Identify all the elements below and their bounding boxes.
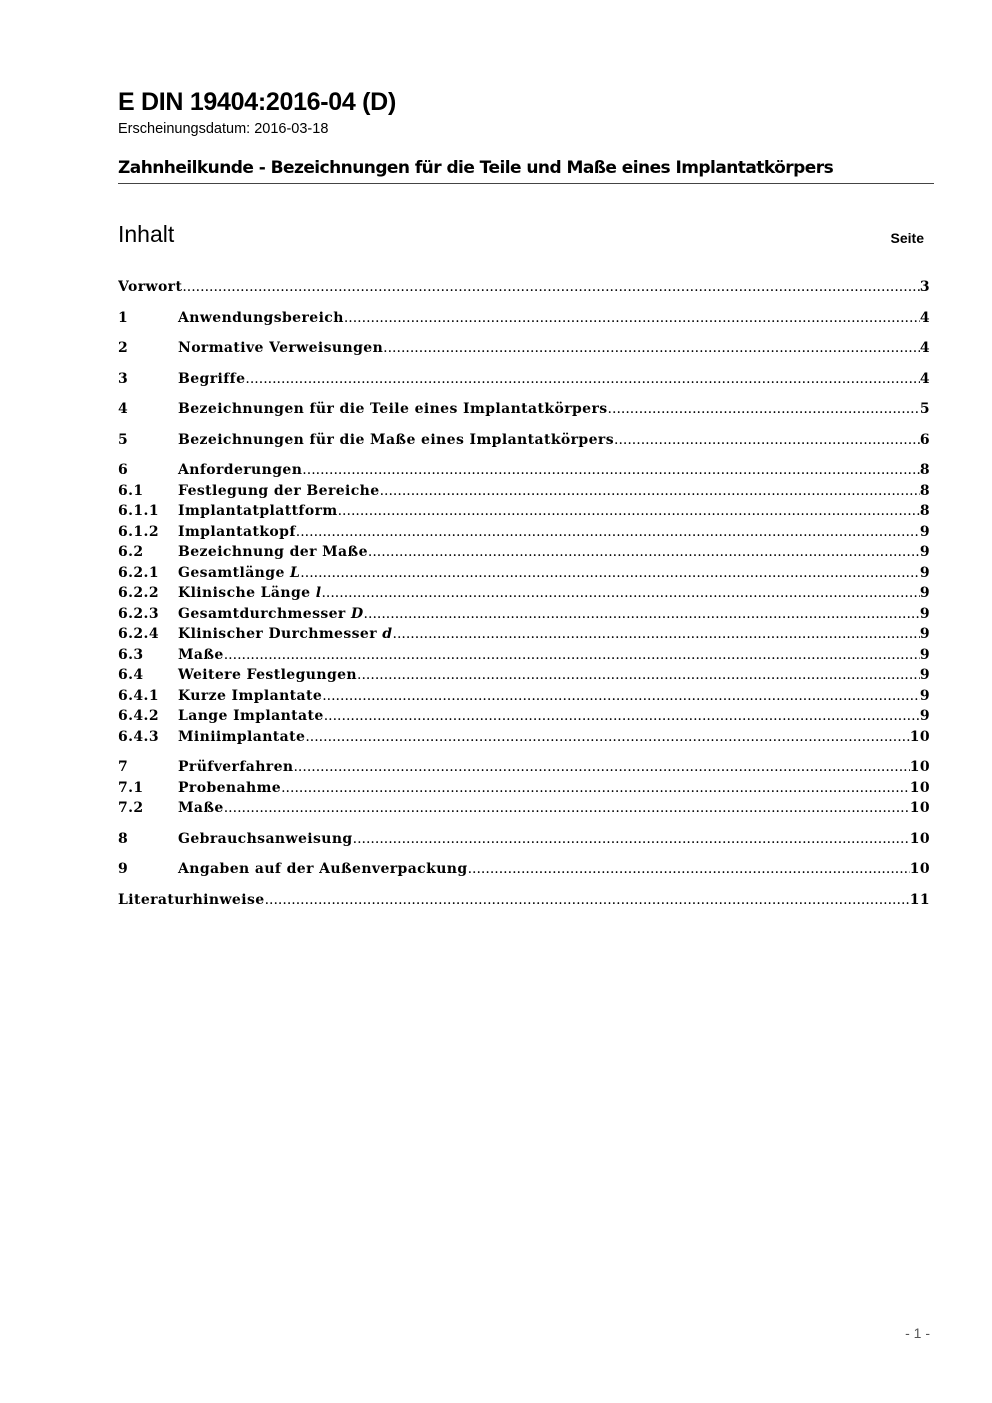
title-divider [118,183,934,184]
toc-entry-page: 9 [919,585,930,601]
toc-entry[interactable] [118,369,930,390]
toc-entry-page: 10 [909,728,930,745]
toc-page-column-label: Seite [890,230,924,246]
toc-entry-title [178,481,380,502]
toc-entry[interactable] [118,501,930,522]
toc-entry-title [178,369,245,390]
toc-entry-title-text: Literaturhinweise [118,891,265,908]
toc-entry-page: 5 [919,401,930,417]
toc-entry-number: 6.2.1 [118,564,159,581]
toc-leader-dots [321,583,919,604]
toc-leader-dots [224,645,920,666]
toc-entry[interactable] [118,604,930,625]
toc-entry-number: 3 [118,370,129,387]
toc-entry[interactable] [118,757,930,778]
toc-leader-dots [322,686,920,707]
toc-entry-number: 6.1.1 [118,503,159,519]
toc-entry-title [178,757,293,778]
toc-entry-title-text: Klinische Länge [178,585,316,601]
toc-entry-page: 9 [919,605,930,622]
toc-entry-number: 6.4.1 [118,687,159,704]
toc-entry-title [178,338,383,359]
toc-entry-title-text: Bezeichnung der Maße [178,544,368,560]
toc-entry[interactable] [118,798,930,819]
toc-entry-number: 6.2.3 [118,605,159,622]
toc-heading: Inhalt [118,221,175,247]
toc-entry-page: 9 [919,626,930,642]
toc-entry[interactable] [118,460,930,481]
toc-leader-dots [393,624,920,645]
toc-entry-page: 10 [909,759,930,775]
toc-entry-page: 9 [919,708,930,724]
toc-entry-title [178,563,300,584]
toc-entry-title-text: Maße [178,646,224,663]
toc-entry-number: 6.3 [118,646,144,663]
toc-entry-page: 9 [919,564,930,581]
toc-entry-title [178,686,322,707]
toc-leader-dots [338,501,920,522]
toc-entry-title [178,399,608,420]
toc-leader-dots [296,522,920,543]
toc-entry[interactable] [118,890,930,911]
toc-leader-dots [364,604,920,625]
toc-entry-number: 6.1.2 [118,523,159,540]
toc-entry[interactable] [118,778,930,799]
toc-entry-title-text: Gesamtlänge [178,564,291,581]
toc-entry[interactable] [118,542,930,563]
toc-entry-title-text: Probenahme [178,779,282,796]
toc-entry-title [178,308,344,329]
toc-entry-title-text: Miniimplantate [178,728,306,745]
toc-entry[interactable] [118,563,930,584]
toc-entry-number: 8 [118,830,129,847]
toc-leader-dots [224,798,910,819]
toc-entry-number: 7.1 [118,779,144,796]
toc-entry-page: 10 [909,861,930,877]
page-number: - 1 - [905,1325,930,1341]
toc-leader-dots [182,277,920,298]
toc-entry[interactable] [118,308,930,329]
toc-entry-title-text: Prüfverfahren [178,759,294,775]
toc-entry-symbol: l [315,585,322,601]
toc-entry-title-text: Gesamtdurchmesser [178,605,351,622]
toc-entry-page: 11 [909,891,930,908]
toc-entry-title [178,583,321,604]
document-title: Zahnheilkunde - Bezeichnungen für die Teile und Maße eines Implantatkörpers [118,158,834,178]
toc-entry-number: 5 [118,431,129,448]
toc-entry-title [178,829,353,850]
toc-entry-title-text: Festlegung der Bereiche [178,482,380,499]
toc-entry-page: 8 [919,462,930,478]
toc-entry-title-text: Angaben auf der Außenverpackung [178,861,468,877]
toc-entry-title [118,890,265,911]
toc-leader-dots [368,542,920,563]
toc-entry-title [178,460,302,481]
toc-entry-page: 9 [919,544,930,560]
toc-entry[interactable] [118,522,930,543]
toc-entry-title [178,501,338,522]
toc-entry-page: 4 [919,309,930,326]
toc-entry[interactable] [118,727,930,748]
toc-entry-page: 9 [919,646,930,663]
toc-entry-number: 7 [118,759,129,775]
toc-entry-title-text: Implantatplattform [178,503,338,519]
toc-entry-number: 6.2.2 [118,585,159,601]
toc-entry[interactable] [118,277,930,298]
toc-leader-dots [344,308,920,329]
toc-entry-title-text: Weitere Festlegungen [178,667,358,683]
toc-leader-dots [305,727,909,748]
toc-entry-title-text: Klinischer Durchmesser [178,626,383,642]
toc-entry-title-text: Anwendungsbereich [178,309,344,326]
toc-entry-title-text: Maße [178,800,224,816]
toc-entry-title-text: Begriffe [178,370,246,387]
toc-entry-title [178,727,305,748]
toc-entry-title-text: Bezeichnungen für die Teile eines Implantatkörpers [178,401,608,417]
toc-entry-page: 4 [919,370,930,387]
toc-entry-page: 9 [919,667,930,683]
toc-entry-title-text: Lange Implantate [178,708,324,724]
toc-leader-dots [245,369,919,390]
toc-entry-title [178,624,393,645]
document-id: E DIN 19404:2016-04 (D) [118,88,396,116]
toc-entry-title [178,542,368,563]
toc-entry[interactable] [118,399,930,420]
toc-entry-page: 10 [909,800,930,816]
toc-entry-page: 8 [919,503,930,519]
toc-entry-number: 1 [118,309,129,326]
toc-entry-page: 3 [919,279,930,295]
toc-entry-page: 8 [919,482,930,499]
toc-entry-number: 6.4.2 [118,708,159,724]
toc-entry-title-text: Normative Verweisungen [178,340,384,356]
toc-entry-number: 6.1 [118,482,144,499]
toc-entry-title [178,859,468,880]
toc-entry[interactable] [118,583,930,604]
toc-leader-dots [353,829,910,850]
toc-leader-dots [302,460,920,481]
toc-entry-number: 6.4.3 [118,728,159,745]
toc-leader-dots [383,338,920,359]
toc-entry-title [178,430,614,451]
toc-entry[interactable] [118,481,930,502]
toc-entry[interactable] [118,686,930,707]
toc-entry[interactable] [118,706,930,727]
toc-entry-page: 6 [919,431,930,448]
table-of-contents [118,277,930,910]
toc-entry-number: 6.4 [118,667,144,683]
toc-entry-title [178,604,364,625]
toc-entry[interactable] [118,624,930,645]
toc-entry-number: 2 [118,340,129,356]
toc-entry-page: 9 [919,687,930,704]
toc-entry-page: 10 [909,830,930,847]
toc-entry[interactable] [118,645,930,666]
toc-entry-number: 6 [118,462,129,478]
toc-entry-title-text: Gebrauchsanweisung [178,830,353,847]
toc-entry-symbol: D [351,605,364,622]
toc-entry-title-text: Implantatkopf [178,523,296,540]
toc-entry-number: 9 [118,861,129,877]
toc-entry[interactable] [118,665,930,686]
toc-entry-title-text: Anforderungen [178,462,303,478]
toc-entry-page: 10 [909,779,930,796]
toc-entry-page: 4 [919,340,930,356]
toc-entry-title-text: Bezeichnungen für die Maße eines Implantatkörpers [178,431,614,448]
toc-entry-number: 7.2 [118,800,144,816]
toc-entry-title [178,522,296,543]
toc-entry-number: 6.2.4 [118,626,159,642]
toc-leader-dots [357,665,920,686]
toc-entry-title [178,645,224,666]
toc-leader-dots [324,706,920,727]
toc-entry[interactable] [118,859,930,880]
toc-entry-title [178,778,281,799]
toc-entry[interactable] [118,829,930,850]
toc-leader-dots [300,563,920,584]
toc-leader-dots [380,481,920,502]
toc-leader-dots [293,757,909,778]
toc-leader-dots [281,778,910,799]
toc-entry[interactable] [118,430,930,451]
toc-leader-dots [265,890,910,911]
toc-leader-dots [468,859,910,880]
toc-entry-title-text: Vorwort [118,279,183,295]
toc-leader-dots [614,430,920,451]
toc-entry-symbol: d [382,626,393,642]
toc-entry-title [178,665,357,686]
publication-date: Erscheinungsdatum: 2016-03-18 [118,121,329,137]
toc-leader-dots [608,399,920,420]
toc-entry-number: 4 [118,401,129,417]
toc-entry-title [118,277,182,298]
toc-entry-number: 6.2 [118,544,144,560]
toc-entry-title [178,706,324,727]
toc-entry-symbol: L [290,564,301,581]
toc-entry-title [178,798,224,819]
toc-entry-title-text: Kurze Implantate [178,687,323,704]
toc-entry-page: 9 [919,523,930,540]
toc-entry[interactable] [118,338,930,359]
